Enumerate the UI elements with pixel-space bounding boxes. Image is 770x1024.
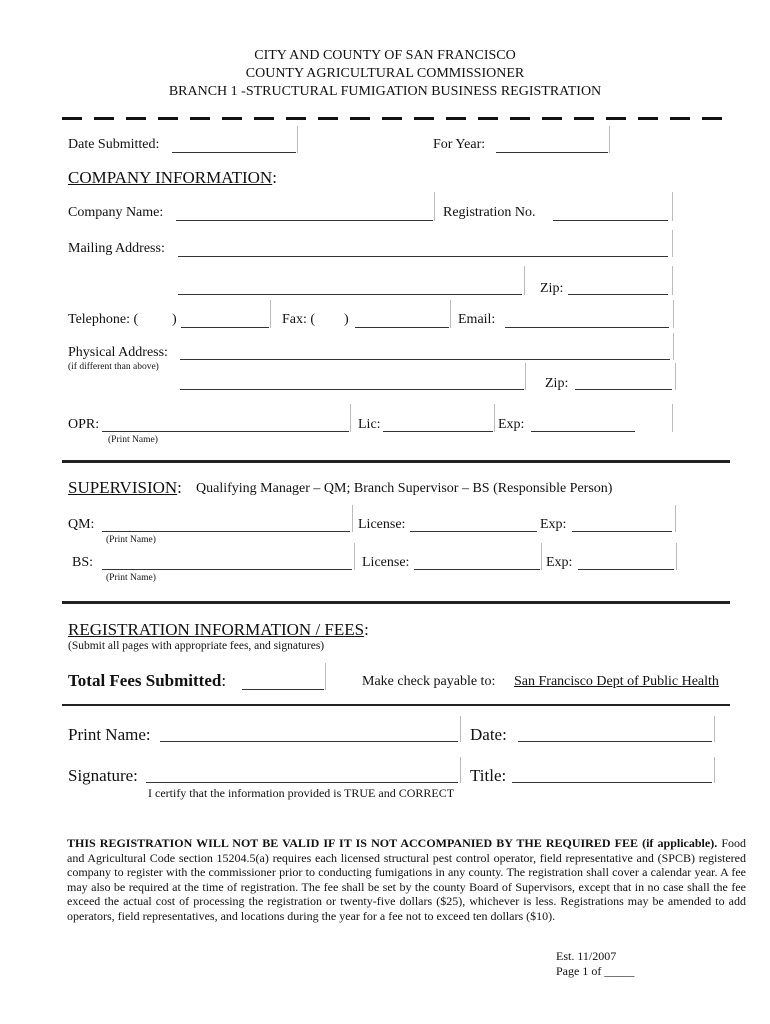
- supervision-section-title: SUPERVISION:: [68, 478, 182, 497]
- company-section-title: COMPANY INFORMATION:: [68, 168, 277, 187]
- fax-label: Fax: (: [282, 312, 316, 327]
- legal-notice-body: Food and Agricultural Code section 15204.5(a) requires each licensed structural pest control operator, field representative and (SPCB) registered company to register with the commissioner prior to conducting fumigations in any county. The registration shall cover a calendar year. A fee may also be required at the time of registration. The fee shall be set by the county Board of Supervisors, except that in no case shall the fee exceed the actual cost of processing the registration or twenty-five dollars ($25), whichever is less. Registrations may be amended to add operators, field representatives, and locations during the year for a fee not to exceed ten dollars ($10).: [67, 836, 747, 923]
- physical-address-label: Physical Address:: [68, 345, 168, 360]
- bs-field[interactable]: [102, 569, 352, 570]
- date-submitted-label: Date Submitted:: [68, 137, 160, 152]
- payable-prefix: Make check payable to:: [362, 674, 496, 689]
- telephone-paren-close: ): [172, 312, 177, 327]
- qm-exp-label: Exp:: [540, 517, 567, 532]
- if-different-note: (if different than above): [68, 362, 159, 372]
- qm-field[interactable]: [102, 531, 350, 532]
- print-name-label: Print Name:: [68, 725, 151, 744]
- lic-label: Lic:: [358, 417, 381, 432]
- physical-address-field[interactable]: [180, 359, 670, 360]
- header-line-1: CITY AND COUNTY OF SAN FRANCISCO: [254, 48, 516, 63]
- qm-license-field[interactable]: [410, 531, 537, 532]
- registration-section-title: REGISTRATION INFORMATION / FEES:: [68, 620, 369, 639]
- page-number: Page 1 of _____: [556, 964, 635, 978]
- legal-notice-bold: THIS REGISTRATION WILL NOT BE VALID IF IT IS NOT ACCOMPANIED BY THE REQUIRED FEE (if applicable).: [67, 836, 718, 850]
- dashed-divider: [0, 0, 770, 130]
- opr-label: OPR:: [68, 417, 100, 432]
- supervision-description: Qualifying Manager – QM; Branch Supervisor – BS (Responsible Person): [196, 481, 613, 496]
- qm-print-name-note: (Print Name): [106, 535, 156, 545]
- legal-notice: [67, 836, 746, 924]
- telephone-label: Telephone: (: [68, 312, 139, 327]
- company-name-label: Company Name:: [68, 205, 164, 220]
- header-line-2: COUNTY AGRICULTURAL COMMISSIONER: [245, 66, 525, 81]
- print-name-field[interactable]: [160, 741, 458, 742]
- qm-license-label: License:: [358, 517, 406, 532]
- registration-note: (Submit all pages with appropriate fees, and signatures): [68, 640, 325, 652]
- certify-statement: I certify that the information provided is TRUE and CORRECT: [148, 786, 455, 800]
- date-field[interactable]: [518, 741, 712, 742]
- bs-exp-label: Exp:: [546, 555, 573, 570]
- email-field[interactable]: [505, 327, 669, 328]
- telephone-field[interactable]: [181, 327, 269, 328]
- established-date: Est. 11/2007: [556, 949, 617, 963]
- title-field[interactable]: [512, 782, 712, 783]
- registration-no-label: Registration No.: [443, 205, 536, 220]
- bs-license-label: License:: [362, 555, 410, 570]
- header-line-3: BRANCH 1 -STRUCTURAL FUMIGATION BUSINESS REGISTRATION: [168, 84, 602, 99]
- signature-label: Signature:: [68, 766, 138, 785]
- zip-2-field[interactable]: [575, 389, 672, 390]
- exp-field[interactable]: [531, 431, 635, 432]
- lic-field[interactable]: [383, 431, 493, 432]
- for-year-label: For Year:: [433, 137, 486, 152]
- bs-label: BS:: [72, 555, 94, 570]
- total-fees-field[interactable]: [242, 689, 324, 690]
- mailing-address-line-2-field[interactable]: [178, 294, 522, 295]
- fax-field[interactable]: [355, 327, 449, 328]
- mailing-address-field[interactable]: [178, 256, 668, 257]
- date-label: Date:: [470, 725, 507, 744]
- section-divider-2: [62, 601, 730, 604]
- bs-license-field[interactable]: [414, 569, 540, 570]
- section-divider-3: [62, 704, 730, 706]
- opr-print-name-note: (Print Name): [108, 435, 158, 445]
- physical-address-line-2-field[interactable]: [180, 389, 524, 390]
- opr-field[interactable]: [102, 431, 349, 432]
- date-submitted-field[interactable]: [172, 152, 296, 153]
- qm-exp-field[interactable]: [572, 531, 672, 532]
- total-fees-label: Total Fees Submitted:: [68, 671, 227, 690]
- for-year-field[interactable]: [496, 152, 608, 153]
- zip-2-label: Zip:: [545, 376, 569, 391]
- title-label: Title:: [470, 766, 507, 785]
- registration-no-field[interactable]: [553, 220, 668, 221]
- email-label: Email:: [458, 312, 496, 327]
- mailing-address-label: Mailing Address:: [68, 241, 165, 256]
- bs-exp-field[interactable]: [578, 569, 674, 570]
- section-divider-1: [62, 460, 730, 463]
- bs-print-name-note: (Print Name): [106, 573, 156, 583]
- signature-field[interactable]: [146, 782, 458, 783]
- exp-label: Exp:: [498, 417, 525, 432]
- payable-to-value: San Francisco Dept of Public Health: [514, 674, 719, 689]
- zip-field[interactable]: [568, 294, 668, 295]
- qm-label: QM:: [68, 517, 95, 532]
- company-name-field[interactable]: [176, 220, 433, 221]
- zip-label: Zip:: [540, 281, 564, 296]
- fax-paren-close: ): [344, 312, 349, 327]
